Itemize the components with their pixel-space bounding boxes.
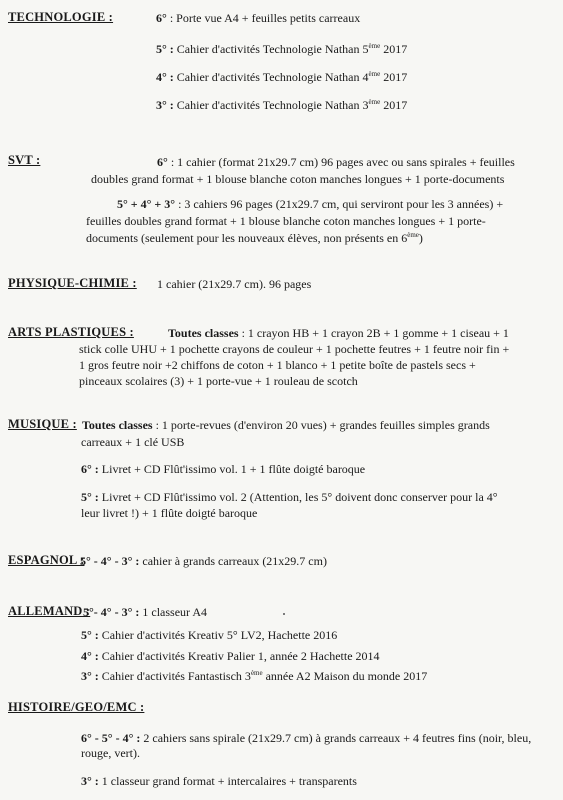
physique-text: 1 cahier (21x29.7 cm). 96 pages [157,277,312,291]
allemand-5: 5° : Cahier d'activités Kreativ 5° LV2, Hachette 2016 [81,628,338,642]
histoire-line-2: rouge, vert). [81,746,140,760]
svt-543-line-3: documents (seulement pour les nouveaux élèves, non présents en 6ème) [86,231,423,245]
svt-6-line-1: 6° : 1 cahier (format 21x29.7 cm) 96 pages avec ou sans spirales + feuilles [157,155,515,169]
svt-6-line-2: doubles grand format + 1 blouse blanche coton manches longues + 1 porte-documents [91,172,505,186]
heading-musique: MUSIQUE : [8,417,77,431]
histoire-3: 3° : 1 classeur grand format + intercalaires + transparents [81,774,357,788]
musique-6: 6° : Livret + CD Flût'issimo vol. 1 + 1 flûte doigté baroque [81,462,366,476]
histoire-line-1: 6° - 5° - 4° : 2 cahiers sans spirale (21x29.7 cm) à grands carreaux + 4 feutres fins (noir, bleu, [81,731,532,745]
arts-line-2: stick colle UHU + 1 pochette crayons de couleur + 1 pochette feutres + 1 feutre noir fin + [79,342,510,356]
heading-allemand: ALLEMAND : [8,604,91,618]
technologie-line-4: 4° : Cahier d'activités Technologie Nathan 4ème 2017 [156,70,408,84]
musique-line-2: carreaux + 1 clé USB [81,435,185,449]
musique-5-line-1: 5° : Livret + CD Flût'issimo vol. 2 (Attention, les 5° doivent donc conserver pour la 4° [81,490,498,504]
musique-5-line-2: leur livret !) + 1 flûte doigté baroque [81,506,258,520]
heading-arts-plastiques: ARTS PLASTIQUES : [8,325,134,339]
arts-line-3: 1 gros feutre noir +2 chiffons de coton + 1 blanco + 1 petite boîte de pastels secs + [79,358,476,372]
allemand-line: 5°- 4° - 3° : 1 classeur A4 [83,605,208,619]
arts-line-1: Toutes classes : 1 crayon HB + 1 crayon 2B + 1 gomme + 1 ciseau + 1 [168,326,509,340]
technologie-line-3: 3° : Cahier d'activités Technologie Nathan 3ème 2017 [156,98,408,112]
svt-543-line-1: 5° + 4° + 3° : 3 cahiers 96 pages (21x29.7 cm, qui serviront pour les 3 années) + [117,197,504,211]
musique-line-1: Toutes classes : 1 porte-revues (d'environ 20 vues) + grandes feuilles simples grands [82,418,490,432]
allemand-4: 4° : Cahier d'activités Kreativ Palier 1, année 2 Hachette 2014 [81,649,380,663]
heading-espagnol: ESPAGNOL : [8,553,85,567]
paper-speck [283,613,285,615]
heading-svt: SVT : [8,153,41,167]
heading-technologie: TECHNOLOGIE : [8,10,114,24]
espagnol-line: 5° - 4° - 3° : cahier à grands carreaux (21x29.7 cm) [80,554,327,568]
technologie-line-6: 6° : Porte vue A4 + feuilles petits carreaux [156,11,361,25]
arts-line-4: pinceaux scolaires (3) + 1 porte-vue + 1 rouleau de scotch [79,374,358,388]
technologie-line-5: 5° : Cahier d'activités Technologie Nathan 5ème 2017 [156,42,408,56]
allemand-3: 3° : Cahier d'activités Fantastisch 3ème année A2 Maison du monde 2017 [81,669,428,683]
heading-physique-chimie: PHYSIQUE-CHIMIE : [8,276,137,290]
svt-543-line-2: feuilles doubles grand format + 1 blouse blanche coton manches longues + 1 porte- [86,214,486,228]
heading-histoire-geo-emc: HISTOIRE/GEO/EMC : [8,700,145,714]
